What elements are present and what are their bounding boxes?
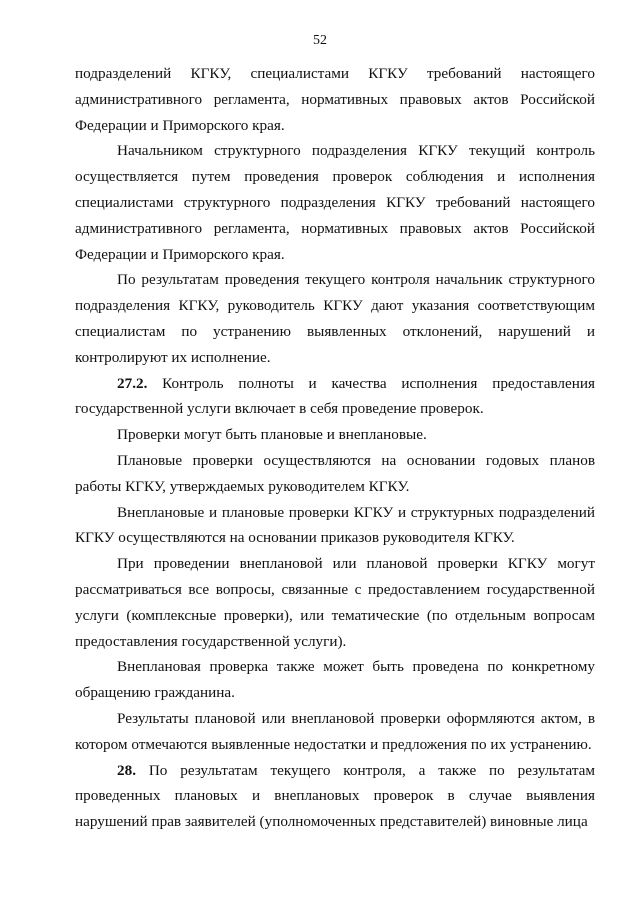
- paragraph-3: [75, 267, 595, 370]
- document-body: [75, 61, 595, 835]
- paragraph-7: [75, 500, 595, 552]
- paragraph-9: [75, 654, 595, 706]
- paragraph-number: 27.2.: [117, 374, 148, 392]
- paragraph-text: По результатам текущего контроля, а также по результатам проведенных плановых и внеплановых проверок в случае выявления нарушений прав заявителей (уполномоченных представителей) виновные лица: [75, 761, 595, 831]
- paragraph-text: Результаты плановой или внеплановой проверки оформляются актом, в котором отмечаются выявленные недостатки и предложения по их устранению.: [75, 709, 595, 753]
- paragraph-8: [75, 551, 595, 654]
- paragraph-11: [75, 758, 595, 835]
- paragraph-text: подразделений КГКУ, специалистами КГКУ требований настоящего административного регламента, нормативных правовых актов Российской Федерации и Приморского края.: [75, 65, 595, 134]
- paragraph-10: [75, 706, 595, 758]
- paragraph-text: Внеплановая проверка также может быть проведена по конкретному обращению гражданина.: [75, 658, 595, 702]
- paragraph-number: 28.: [117, 761, 136, 779]
- paragraph-text: Плановые проверки осуществляются на основании годовых планов работы КГКУ, утверждаемых руководителем КГКУ.: [75, 451, 595, 495]
- paragraph-1: [75, 61, 595, 138]
- page-number: 52: [313, 33, 327, 48]
- paragraph-text: Проверки могут быть плановые и внеплановые.: [117, 426, 427, 444]
- paragraph-text: Начальником структурного подразделения КГКУ текущий контроль осуществляется путем проведения проверок соблюдения и исполнения специалистами структурного подразделения КГКУ требований настоящего административного регламента, нормативных правовых актов Российской Федерации и Приморского края.: [75, 142, 595, 263]
- paragraph-5: [75, 422, 595, 448]
- paragraph-text: При проведении внеплановой или плановой проверки КГКУ могут рассматриваться все вопросы, связанные с предоставлением государственной услуги (комплексные проверки), или тематические (по отдельным вопросам предоставления государственной услуги).: [75, 555, 595, 650]
- paragraph-text: Внеплановые и плановые проверки КГКУ и структурных подразделений КГКУ осуществляются на основании приказов руководителя КГКУ.: [75, 503, 595, 547]
- paragraph-6: [75, 448, 595, 500]
- paragraph-2: [75, 138, 595, 267]
- paragraph-text: По результатам проведения текущего контроля начальник структурного подразделения КГКУ, руководитель КГКУ дают указания соответствующим специалистам по устранению выявленных отклонений, нарушений и контролируют их исполнение.: [75, 271, 595, 366]
- paragraph-4: [75, 371, 595, 423]
- paragraph-text: Контроль полноты и качества исполнения предоставления государственной услуги включает в себя проведение проверок.: [75, 374, 595, 418]
